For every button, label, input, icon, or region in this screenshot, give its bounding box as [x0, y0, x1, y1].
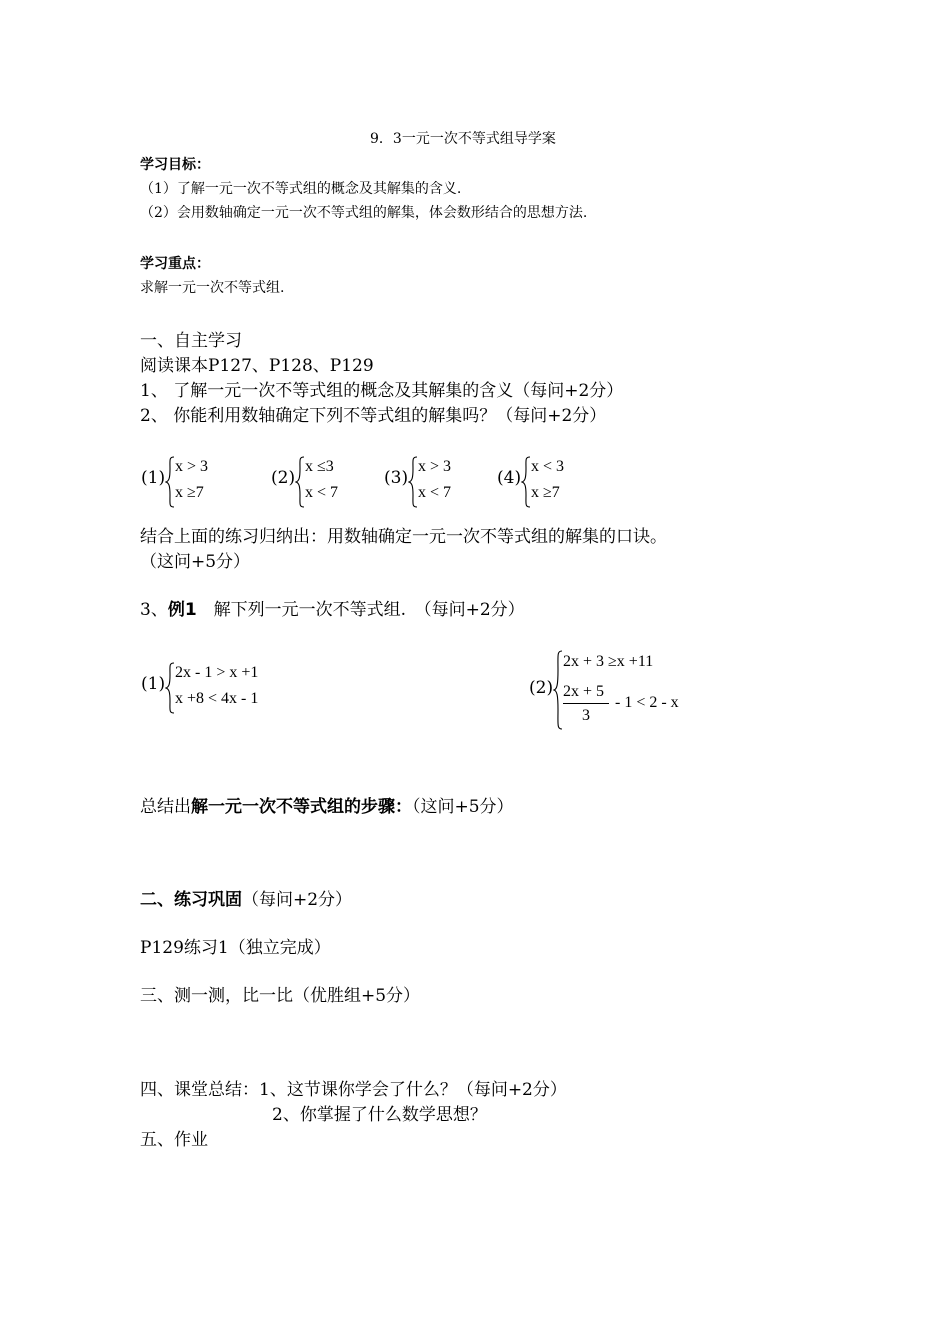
brace-icon	[521, 456, 531, 508]
system-row: x ≥7	[175, 484, 204, 501]
summary-points: （这问+5分）	[140, 552, 251, 572]
practice-text: P129练习1（独立完成）	[140, 938, 331, 958]
question-2: 2、 你能利用数轴确定下列不等式组的解集吗？（每问+2分）	[140, 406, 607, 426]
inequality-system-4	[497, 456, 597, 508]
example-system-1	[141, 662, 321, 714]
example-system-2	[529, 650, 719, 732]
brace-icon	[165, 662, 175, 714]
section5-text: 五、作业	[140, 1130, 208, 1150]
question-number: 3、	[140, 600, 168, 620]
system-row: x ≤3	[305, 458, 334, 475]
fraction-bar	[563, 703, 609, 704]
brace-icon	[165, 456, 175, 508]
system-label: (4)	[497, 468, 522, 488]
section4-line2: 2、你掌握了什么数学思想？	[272, 1105, 487, 1125]
system-row: x > 3	[175, 458, 209, 475]
section1-heading: 一、自主学习	[140, 331, 242, 351]
system-row: x < 3	[531, 458, 565, 475]
system-label: (1)	[141, 468, 166, 488]
fraction-denominator: 3	[582, 707, 590, 724]
section2-title: 二、练习巩固	[140, 890, 242, 910]
reading-assignment: 阅读课本P127、P128、P129	[140, 356, 374, 376]
fraction-tail: - 1 < 2 - x	[615, 694, 679, 711]
system-label: (1)	[141, 674, 166, 694]
goals-heading: 学习目标：	[140, 157, 210, 173]
example-heading	[140, 595, 525, 620]
system-row: x +8 < 4x - 1	[175, 690, 259, 707]
system-row: 2x - 1 > x +1	[175, 664, 259, 681]
key-text: 求解一元一次不等式组.	[140, 280, 285, 296]
system-label: (2)	[529, 678, 554, 698]
page-title: 9．3一元一次不等式组导学案	[370, 131, 556, 147]
section2-heading	[140, 885, 352, 910]
system-label: (3)	[384, 468, 409, 488]
goal-item: （1）了解一元一次不等式组的概念及其解集的含义.	[140, 181, 462, 197]
fraction-numerator: 2x + 5	[563, 683, 605, 700]
system-row: x < 7	[418, 484, 452, 501]
goal-item: （2）会用数轴确定一元一次不等式组的解集，体会数形结合的思想方法.	[140, 205, 588, 221]
summary-instruction: 结合上面的练习归纳出：用数轴确定一元一次不等式组的解集的口诀。	[140, 527, 667, 547]
example-label: 例1	[167, 600, 197, 620]
inequality-system-2	[271, 456, 371, 508]
system-row: 2x + 3 ≥x +11	[563, 653, 654, 670]
steps-line	[140, 792, 514, 817]
system-row: x > 3	[418, 458, 452, 475]
system-row: x ≥7	[531, 484, 560, 501]
inequality-system-1	[141, 456, 241, 508]
steps-points: （这问+5分）	[412, 797, 514, 817]
section2-points: （每问+2分）	[242, 890, 353, 910]
key-heading: 学习重点：	[140, 256, 210, 272]
question-1: 1、 了解一元一次不等式组的概念及其解集的含义（每问+2分）	[140, 381, 624, 401]
steps-label: 解一元一次不等式组的步骤：	[191, 797, 412, 817]
brace-icon	[553, 650, 563, 730]
inequality-system-3	[384, 456, 484, 508]
section3-text: 三、测一测，比一比（优胜组+5分）	[140, 986, 421, 1006]
example-instruction: 解下列一元一次不等式组. （每问+2分）	[196, 600, 525, 620]
section4-line1: 四、课堂总结：1、这节课你学会了什么？（每问+2分）	[140, 1080, 567, 1100]
system-row: x < 7	[305, 484, 339, 501]
system-label: (2)	[271, 468, 296, 488]
brace-icon	[408, 456, 418, 508]
brace-icon	[295, 456, 305, 508]
steps-prefix: 总结出	[140, 797, 191, 817]
